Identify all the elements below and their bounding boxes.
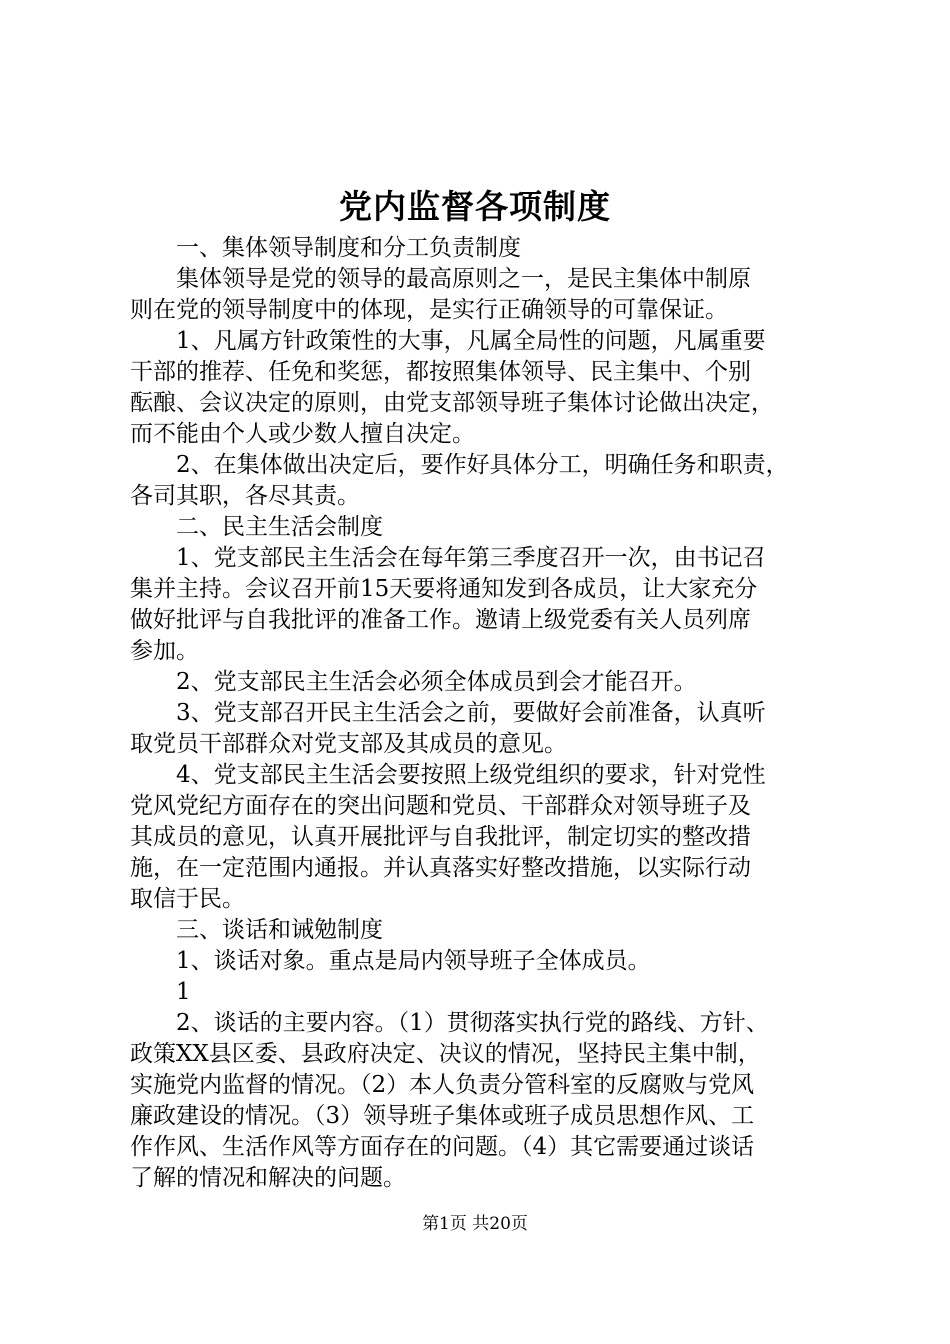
page-footer: 第1页 共20页 xyxy=(422,1214,528,1234)
body-line: 酝酿、会议决定的原则，由党支部领导班子集体讨论做出决定， xyxy=(130,390,774,416)
body-line: 廉政建设的情况。（3）领导班子集体或班子成员思想作风、工 xyxy=(130,1103,755,1129)
body-line: 三、谈话和诫勉制度 xyxy=(176,917,383,943)
body-line: 一、集体领导制度和分工负责制度 xyxy=(176,235,521,261)
body-line: 1、谈话对象。重点是局内领导班子全体成员。 xyxy=(176,948,651,974)
body-line: 2、谈话的主要内容。（1）贯彻落实执行党的路线、方针、 xyxy=(176,1010,769,1036)
body-line: 1、凡属方针政策性的大事，凡属全局性的问题，凡属重要 xyxy=(176,328,766,354)
body-line: 政策XX县区委、县政府决定、决议的情况，坚持民主集中制， xyxy=(130,1041,761,1067)
body-line: 施，在一定范围内通报。并认真落实好整改措施，以实际行动 xyxy=(130,855,751,881)
body-line: 了解的情况和解决的问题。 xyxy=(130,1165,406,1191)
body-line: 而不能由个人或少数人擅自决定。 xyxy=(130,421,475,447)
body-line: 2、党支部民主生活会必须全体成员到会才能召开。 xyxy=(176,669,697,695)
body-line: 1、党支部民主生活会在每年第三季度召开一次，由书记召 xyxy=(176,545,766,571)
body-line: 实施党内监督的情况。（2）本人负责分管科室的反腐败与党风 xyxy=(130,1072,755,1098)
page-marker: 1 xyxy=(176,979,191,1005)
body-lines-continued xyxy=(130,1008,830,1194)
body-line: 党风党纪方面存在的突出问题和党员、干部群众对领导班子及 xyxy=(130,793,751,819)
body-lines xyxy=(130,233,830,977)
document-title: 党内监督各项制度 xyxy=(339,187,611,226)
body-line: 参加。 xyxy=(130,638,199,664)
body-line: 做好批评与自我批评的准备工作。邀请上级党委有关人员列席 xyxy=(130,607,751,633)
body-line: 2、在集体做出决定后，要作好具体分工，明确任务和职责， xyxy=(176,452,789,478)
body-line: 4、党支部民主生活会要按照上级党组织的要求，针对党性 xyxy=(176,762,766,788)
document-body xyxy=(130,233,830,1194)
body-line: 干部的推荐、任免和奖惩，都按照集体领导、民主集中、个别 xyxy=(130,359,751,385)
body-line: 取党员干部群众对党支部及其成员的意见。 xyxy=(130,731,567,757)
body-line: 集体领导是党的领导的最高原则之一，是民主集体中制原 xyxy=(176,266,751,292)
body-line: 3、党支部召开民主生活会之前，要做好会前准备，认真听 xyxy=(176,700,766,726)
body-line: 集并主持。会议召开前15天要将通知发到各成员，让大家充分 xyxy=(130,576,758,602)
body-line: 则在党的领导制度中的体现，是实行正确领导的可靠保证。 xyxy=(130,297,728,323)
body-line: 取信于民。 xyxy=(130,886,245,912)
body-line: 各司其职，各尽其责。 xyxy=(130,483,360,509)
body-line: 其成员的意见，认真开展批评与自我批评，制定切实的整改措 xyxy=(130,824,751,850)
body-line: 作作风、生活作风等方面存在的问题。（4）其它需要通过谈话 xyxy=(130,1134,755,1160)
body-line: 二、民主生活会制度 xyxy=(176,514,383,540)
